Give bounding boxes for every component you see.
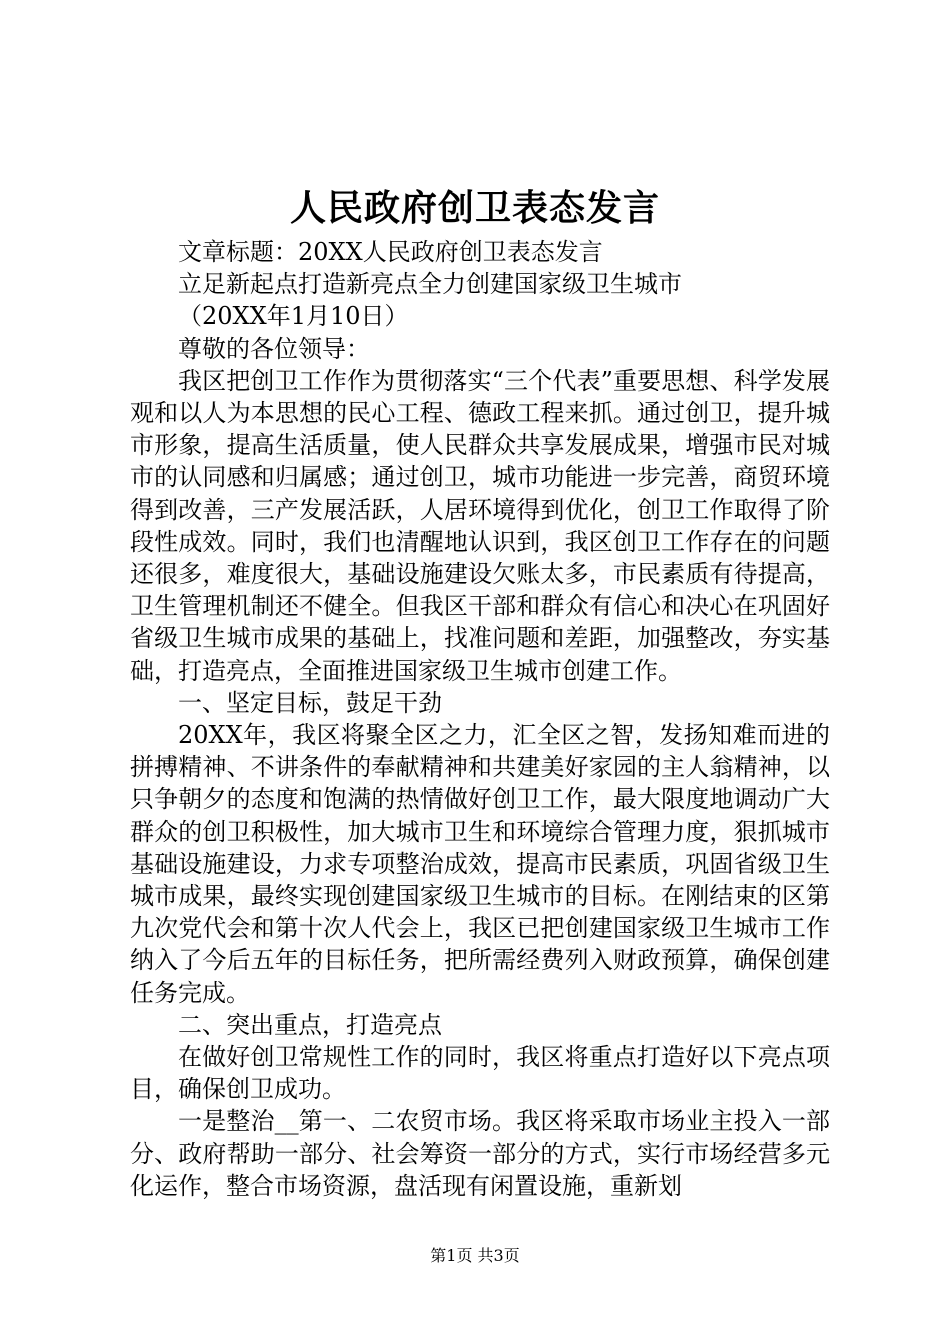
paragraph-item-1: 一是整治__第一、二农贸市场。我区将采取市场业主投入一部分、政府帮助一部分、社会筹资一部分的方式，实行市场经营多元化运作，整合市场资源，盘活现有闲置设施，重新划	[130, 1107, 830, 1200]
document-body	[130, 236, 830, 1202]
paragraph-intro: 我区把创卫工作作为贯彻落实“三个代表”重要思想、科学发展观和以人为本思想的民心工程、德政工程来抓。通过创卫，提升城市形象，提高生活质量，使人民群众共享发展成果，增强市民对城市的认同感和归属感；通过创卫，城市功能进一步完善，商贸环境得到改善，三产发展活跃，人居环境得到优化，创卫工作取得了阶段性成效。同时，我们也清醒地认识到，我区创卫工作存在的问题还很多，难度很大，基础设施建设欠账太多，市民素质有待提高，卫生管理机制还不健全。但我区干部和群众有信心和决心在巩固好省级卫生城市成果的基础上，找准问题和差距，加强整改，夯实基础，打造亮点，全面推进国家级卫生城市创建工作。	[130, 366, 830, 685]
subtitle-line: 立足新起点打造新亮点全力创建国家级卫生城市	[178, 270, 682, 299]
article-title-line: 文章标题：20XX人民政府创卫表态发言	[178, 238, 603, 266]
section-heading-2: 二、突出重点，打造亮点	[178, 1010, 442, 1039]
paragraph-section-2: 在做好创卫常规性工作的同时，我区将重点打造好以下亮点项目，确保创卫成功。	[130, 1043, 830, 1104]
document-title: 人民政府创卫表态发言	[289, 187, 660, 229]
paragraph-section-1: 20XX年，我区将聚全区之力，汇全区之智，发扬知难而进的拼搏精神、不讲条件的奉献精神和共建美好家园的主人翁精神，以只争朝夕的态度和饱满的热情做好创卫工作，最大限度地调动广大群众的创卫积极性，加大城市卫生和环境综合管理力度，狠抓城市基础设施建设，力求专项整治成效，提高市民素质，巩固省级卫生城市成果，最终实现创建国家级卫生城市的目标。在刚结束的区第九次党代会和第十次人代会上，我区已把创建国家级卫生城市工作纳入了今后五年的目标任务，把所需经费列入财政预算，确保创建任务完成。	[130, 721, 830, 1007]
salutation: 尊敬的各位领导：	[178, 334, 370, 363]
date-line: （20XX年1月10日）	[178, 302, 409, 331]
section-heading-1: 一、坚定目标，鼓足干劲	[178, 688, 442, 717]
page-number: 第1页 共3页	[430, 1246, 520, 1265]
